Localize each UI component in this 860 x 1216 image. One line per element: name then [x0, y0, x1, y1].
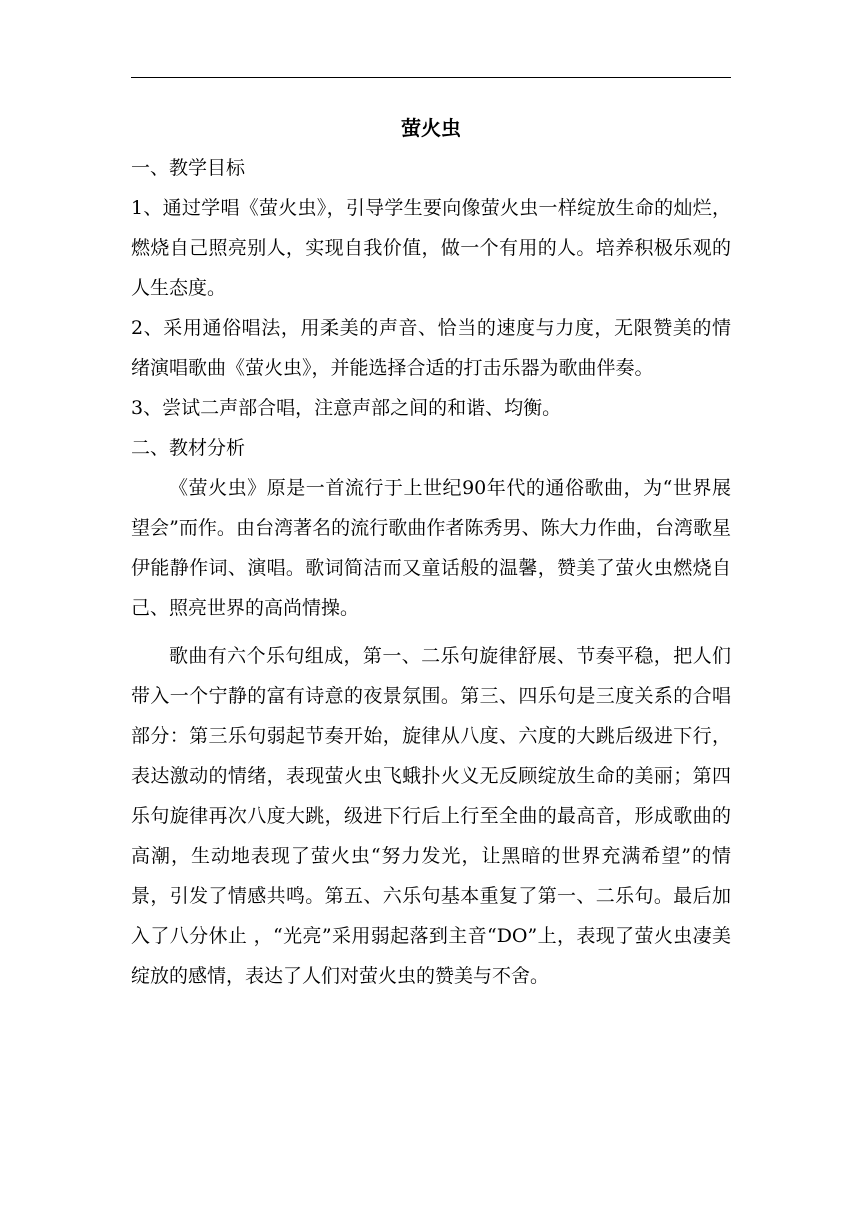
section-heading-objectives: 一、教学目标 [131, 157, 246, 179]
document-body [131, 108, 731, 996]
analysis-paragraph-2: 歌曲有六个乐句组成，第一、二乐句旋律舒展、节奏平稳，把人们带入一个宁静的富有诗意的夜景氛围。第三、四乐句是三度关系的合唱部分：第三乐句弱起节奏开始，旋律从八度、六度的大跳后级进下行，表达激动的情绪，表现萤火虫飞蛾扑火义无反顾绽放生命的美丽；第四乐句旋律再次八度大跳，级进下行后上行至全曲的最高音，形成歌曲的高潮，生动地表现了萤火虫“努力发光，让黑暗的世界充满希望”的情景，引发了情感共鸣。第五、六乐句基本重复了第一、二乐句。最后加入了八分休止 ，“光亮”采用弱起落到主音“DO”上，表现了萤火虫凄美绽放的感情，表达了人们对萤火虫的赞美与不舍。 [131, 645, 731, 987]
paragraph-gap [131, 628, 731, 636]
objective-item-1: 1、通过学唱《萤火虫》，引导学生要向像萤火虫一样绽放生命的灿烂，燃烧自己照亮别人，实现自我价值，做一个有用的人。培养积极乐观的人生态度。 [131, 197, 731, 299]
section-heading-analysis: 二、教材分析 [131, 437, 246, 459]
document-title: 萤火虫 [401, 116, 461, 140]
objective-item-3: 3、尝试二声部合唱，注意声部之间的和谐、均衡。 [131, 397, 562, 419]
objective-item-2: 2、采用通俗唱法，用柔美的声音、恰当的速度与力度，无限赞美的情绪演唱歌曲《萤火虫》，并能选择合适的打击乐器为歌曲伴奏。 [131, 317, 731, 379]
header-rule [131, 77, 731, 78]
analysis-paragraph-1: 《萤火虫》原是一首流行于上世纪90年代的通俗歌曲，为“世界展望会”而作。由台湾著名的流行歌曲作者陈秀男、陈大力作曲，台湾歌星伊能静作词、演唱。歌词简洁而又童话般的温馨，赞美了萤火虫燃烧自己、照亮世界的高尚情操。 [131, 477, 731, 619]
